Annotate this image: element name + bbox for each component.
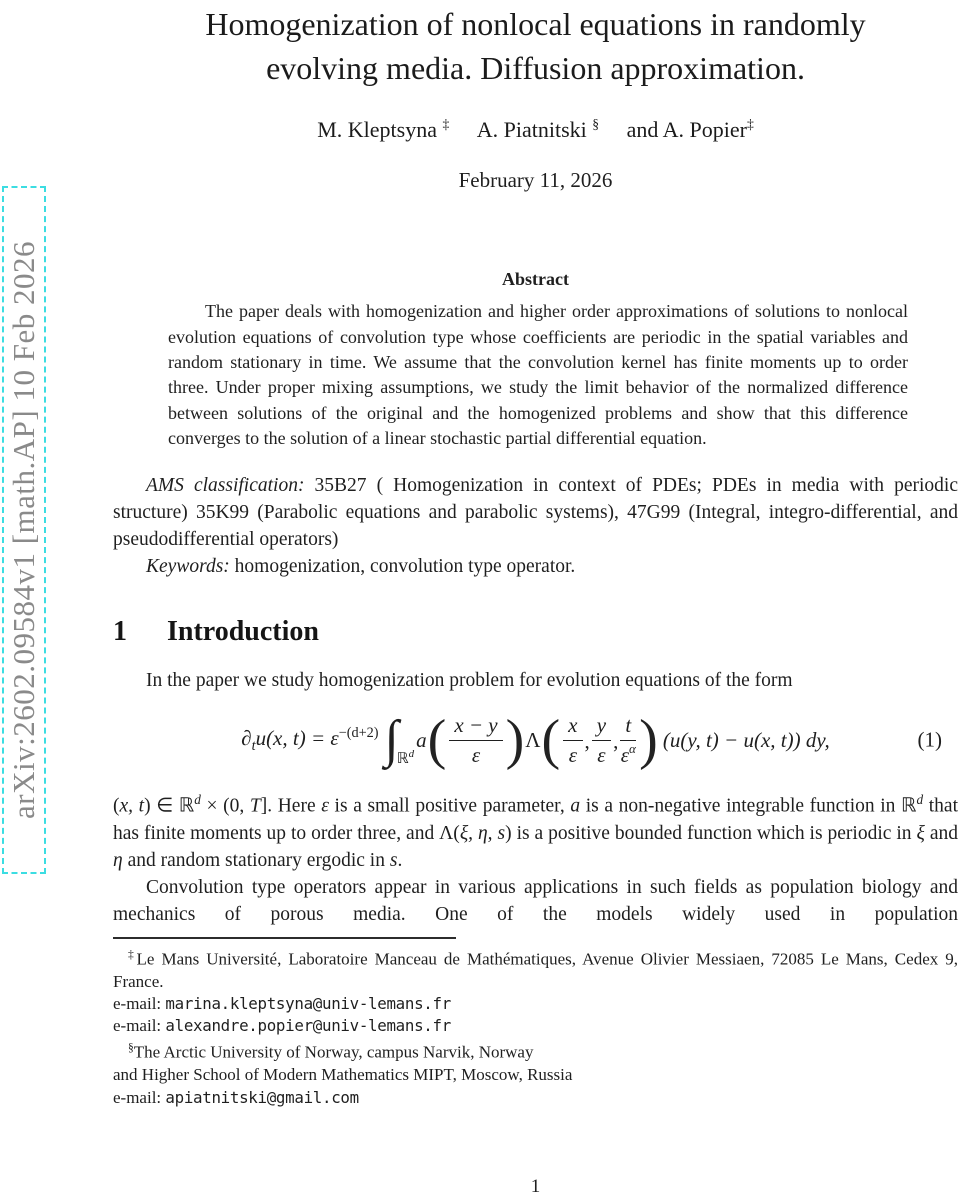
fraction-x-minus-y-over-eps	[449, 713, 502, 768]
authors-line	[113, 117, 958, 143]
section-title: Introduction	[167, 616, 319, 648]
author-1-name: M. Kleptsyna	[317, 117, 443, 143]
intro-paragraph-3: Convolution type operators appear in various applications in such fields as population biology and mechanics of porous media. One of the models widely used in population	[113, 876, 958, 925]
arxiv-watermark	[2, 186, 46, 874]
alpha-exponent: α	[628, 740, 636, 756]
eq-lhs	[241, 725, 378, 755]
arxiv-watermark-text: arXiv:2602.09584v1 [math.AP] 10 Feb 2026	[6, 241, 41, 819]
author-1-mark: ‡	[442, 117, 450, 132]
footnote-affiliation-2: §The Arctic University of Norway, campus Narvik, Norway	[128, 1041, 534, 1063]
comma-1: ,	[584, 729, 590, 754]
eq-eps-exponent: −(d+2)	[338, 725, 379, 742]
integral-glyph: ∫	[384, 711, 399, 769]
author-3-name: and A. Popier	[626, 117, 747, 143]
eq-tail: (u(y, t) − u(x, t)) dy,	[662, 727, 830, 752]
intro-paragraph-2: (x, t) ∈ ℝ$^d$ × (0, T]. Here ε is a small positive parameter, a is a non-negative integrable function in ℝ$^d$ that has finite moments up to order three, and Λ(ξ, η, s) is a positive bounded function which is periodic in ξ and η and random stationary ergodic in s.	[113, 792, 958, 871]
footnote-affiliation-1: ‡Le Mans Université, Laboratoire Manceau de Mathématiques, Avenue Olivier Messiaen, 72085 Le Mans, Cedex 9, France.	[113, 947, 958, 991]
equation-1	[113, 699, 958, 781]
lambda-symbol: Λ	[525, 727, 541, 752]
left-paren-1: (	[427, 709, 447, 772]
footnote-email-2: e-mail: alexandre.popier@univ-lemans.fr	[113, 1016, 451, 1036]
footnote-email-1: e-mail: marina.kleptsyna@univ-lemans.fr	[113, 993, 451, 1013]
author-1	[317, 117, 449, 142]
equation-number: (1)	[917, 727, 942, 752]
page-title	[113, 2, 958, 90]
page-number: 1	[530, 1176, 541, 1197]
frac2-numerator: x	[563, 713, 582, 741]
author-3-mark: ‡	[746, 117, 754, 132]
frac4-denominator	[621, 741, 636, 768]
author-2-name: A. Piatnitski	[476, 117, 593, 143]
integral-sign	[385, 710, 415, 770]
frac4-numerator: t	[620, 713, 636, 741]
fraction-x-over-eps	[563, 713, 582, 768]
frac3-numerator: y	[592, 713, 611, 741]
paper-page	[113, 0, 958, 1109]
comma-2: ,	[613, 729, 619, 754]
eq-u-of: u(x, t) = ε	[255, 726, 339, 751]
dimension-exponent: d	[408, 748, 415, 761]
frac2-denominator: ε	[568, 742, 577, 767]
frac3-denominator: ε	[597, 742, 606, 767]
integral-domain	[397, 748, 414, 768]
ams-classification: AMS classification: 35B27 ( Homogenization in context of PDEs; PDEs in media with periodic structure) 35K99 (Parabolic equations and parabolic systems), 47G99 (Integral, integro-differential, and pseudodifferential operators)	[113, 475, 958, 551]
frac4-eps: ε	[620, 742, 629, 767]
abstract-heading: Abstract	[502, 269, 569, 290]
footnote-rule	[113, 937, 456, 939]
kernel-a: a	[416, 727, 427, 752]
eq-partial: ∂	[241, 726, 252, 751]
author-3	[627, 117, 754, 142]
section-number: 1	[113, 616, 127, 648]
reals-symbol: ℝ	[396, 751, 409, 768]
keywords-line: Keywords: homogenization, convolution type operator.	[146, 556, 576, 578]
footnotes-block	[113, 944, 958, 1109]
frac1-denominator: ε	[471, 742, 481, 767]
right-paren-2: )	[639, 709, 658, 772]
section-heading-introduction	[113, 616, 958, 648]
left-paren-2: (	[541, 709, 561, 772]
frac1-numerator: x − y	[449, 713, 502, 741]
eq-partial-sub: t	[251, 738, 256, 755]
right-paren-1: )	[505, 709, 525, 772]
fraction-t-over-eps-alpha	[620, 713, 636, 768]
intro-paragraph-1: In the paper we study homogenization problem for evolution equations of the form	[146, 670, 793, 692]
author-2	[477, 117, 599, 142]
equation-1-body	[241, 710, 830, 770]
abstract-text: The paper deals with homogenization and higher order approximations of solutions to nonlocal evolution equations of convolution type whose coefficients are periodic in the spatial variables and random stationary in time. We assume that the convolution kernel has finite moments up to order three. Under proper mixing assumptions, we study the limit behavior of the normalized difference between solutions of the original and the homogenized problems and show that this difference converges to the solution of a linear stochastic partial differential equation.	[168, 301, 908, 448]
title-line-2: evolving media. Diffusion approximation.	[266, 50, 805, 86]
title-line-1: Homogenization of nonlocal equations in randomly	[205, 6, 866, 42]
fraction-y-over-eps	[592, 713, 611, 768]
author-2-mark: §	[592, 117, 600, 132]
footnote-email-3: e-mail: apiatnitski@gmail.com	[113, 1087, 359, 1107]
publication-date: February 11, 2026	[458, 168, 613, 193]
footnote-affiliation-2b: and Higher School of Modern Mathematics MIPT, Moscow, Russia	[113, 1065, 573, 1085]
